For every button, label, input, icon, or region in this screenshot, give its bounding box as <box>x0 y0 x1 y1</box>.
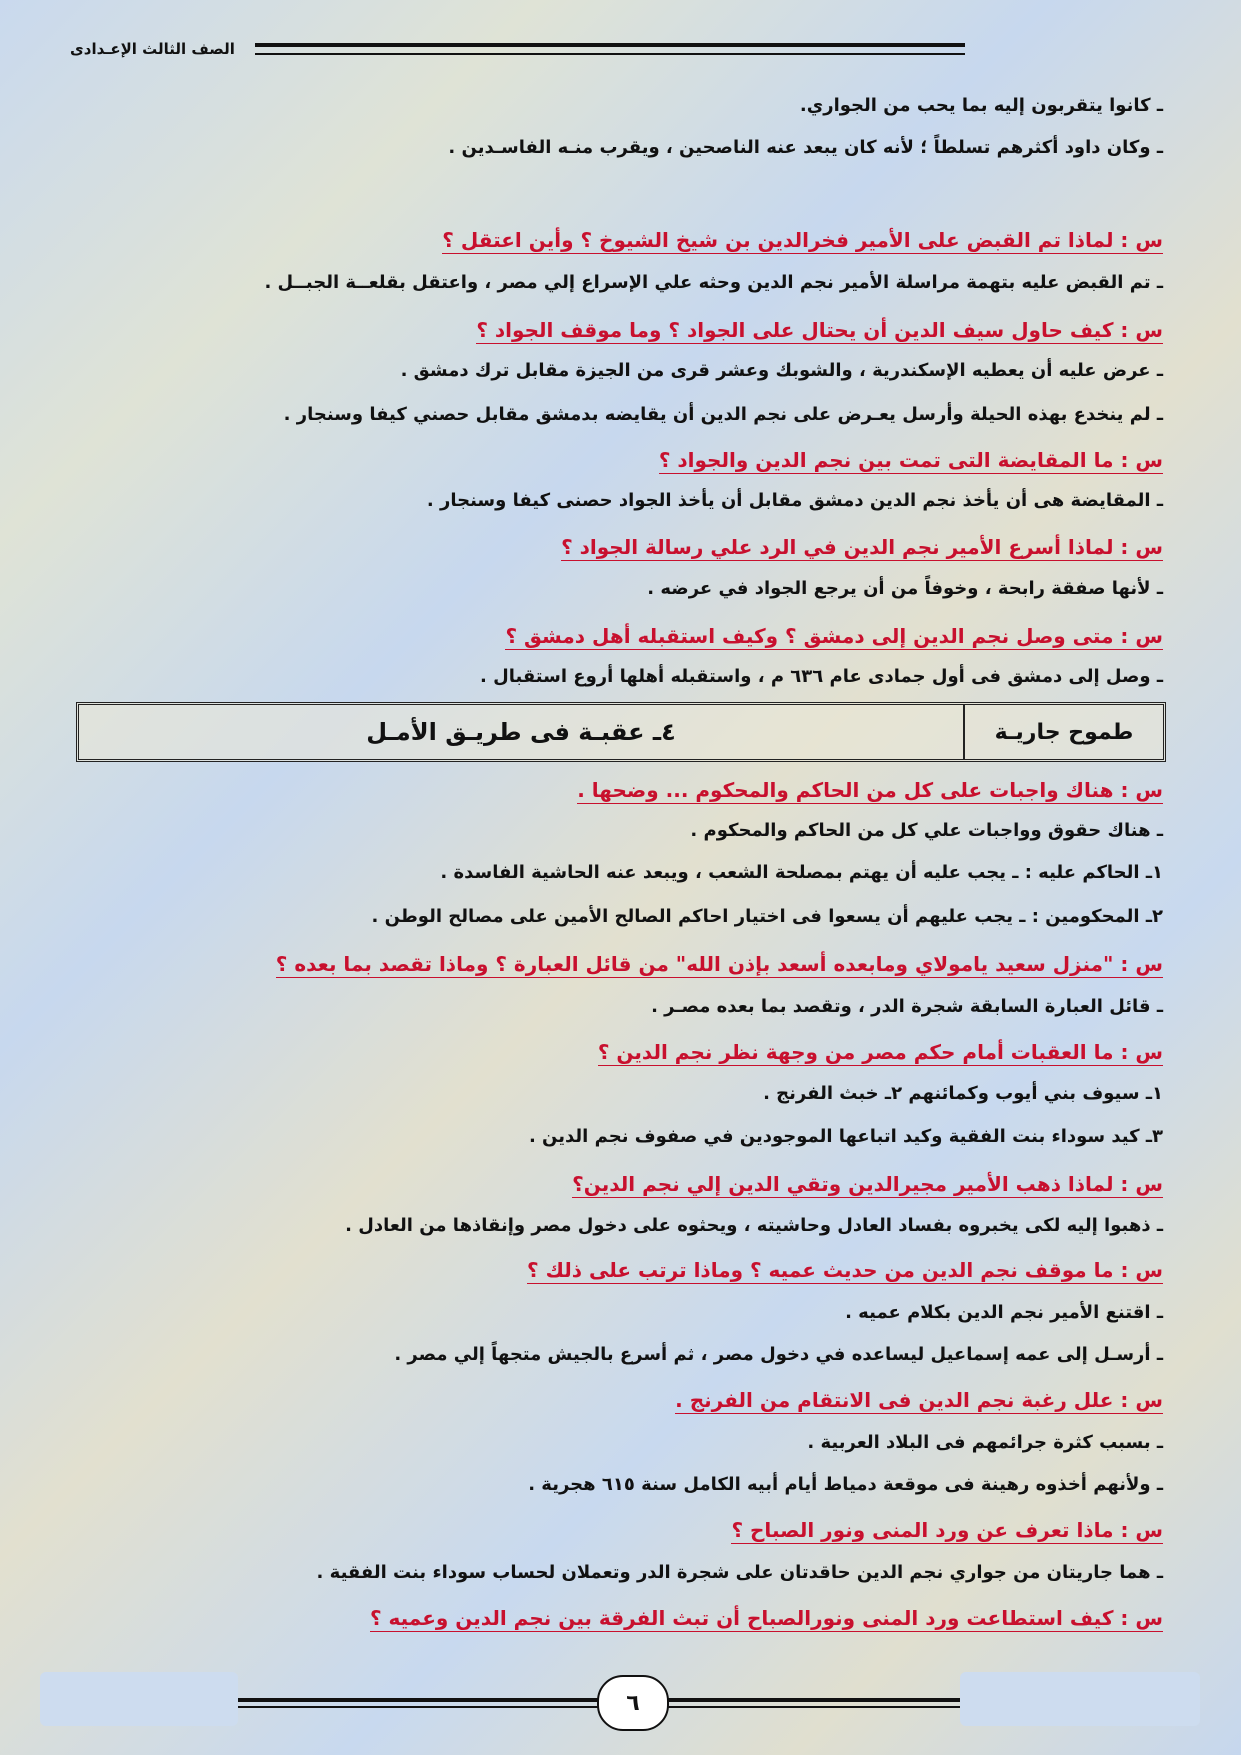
header-title: الصف الثالث الإعـدادى <box>70 40 235 58</box>
answer-line: ـ لأنها صفقة رابحة ، وخوفاً من أن يرجع الجواد في عرضه . <box>647 578 1163 599</box>
text-line <box>572 1172 1163 1196</box>
text-line <box>442 228 1163 252</box>
footer-rule-right <box>664 1698 960 1708</box>
question-line: س : "منزل سعيد يامولاي ومابعده أسعد بإذن الله" من قائل العبارة ؟ وماذا تقصد بما بعده ؟ <box>275 952 1163 976</box>
text-line <box>401 360 1163 381</box>
lesson-label: طموح جاريـة <box>963 705 1163 759</box>
page-number: ٦ <box>597 1675 669 1731</box>
text-line <box>264 272 1163 293</box>
text-line <box>345 1215 1163 1236</box>
question-line: س : كيف استطاعت ورد المنى ونورالصباح أن تبث الفرقة بين نجم الدين وعميه ؟ <box>369 1606 1163 1630</box>
question-line: س : ما المقايضة التى تمت بين نجم الدين والجواد ؟ <box>658 448 1163 472</box>
text-line <box>528 1474 1163 1495</box>
answer-line: ـ وكان داود أكثرهم تسلطاً ؛ لأنه كان يبعد عنه الناصحين ، ويقرب منـه الفاسـدين . <box>448 137 1163 158</box>
text-line <box>561 535 1163 559</box>
text-line <box>690 820 1163 841</box>
answer-line: ـ ولأنهم أخذوه رهينة فى موقعة دمياط أيام أبيه الكامل سنة ٦١٥ هجرية . <box>528 1474 1163 1495</box>
answer-line: ـ قائل العبارة السابقة شجرة الدر ، وتقصد بما بعده مصـر . <box>651 996 1163 1017</box>
text-line <box>480 666 1163 687</box>
text-line <box>659 448 1163 472</box>
text-line <box>427 490 1163 511</box>
text-line <box>505 624 1163 648</box>
answer-line: ـ هما جاريتان من جواري نجم الدين حاقدتان على شجرة الدر وتعملان لحساب سوداء بنت الفقية . <box>316 1562 1163 1583</box>
question-line: س : متى وصل نجم الدين إلى دمشق ؟ وكيف استقبله أهل دمشق ؟ <box>505 624 1163 648</box>
text-line <box>577 778 1163 802</box>
text-line <box>675 1388 1163 1412</box>
header-rule <box>255 43 965 55</box>
answer-line: ١ـ الحاكم عليه : ـ يجب عليه أن يهتم بمصلحة الشعب ، ويبعد عنه الحاشية الفاسدة . <box>440 862 1163 883</box>
text-line <box>440 862 1163 883</box>
text-line <box>284 404 1163 425</box>
question-line: س : لماذا ذهب الأمير مجيرالدين وتقي الدين إلي نجم الدين؟ <box>572 1172 1163 1196</box>
text-line <box>651 996 1163 1017</box>
question-line: س : علل رغبة نجم الدين فى الانتقام من الفرنج . <box>675 1388 1163 1412</box>
footer-rule-left <box>238 1698 598 1708</box>
text-line <box>370 1606 1163 1630</box>
text-line <box>448 137 1163 158</box>
answer-line: ـ بسبب كثرة جرائمهم فى البلاد العربية . <box>807 1432 1163 1453</box>
answer-line: ٣ـ كيد سوداء بنت الفقية وكيد اتباعها الموجودين في صفوف نجم الدين . <box>528 1126 1163 1147</box>
question-line: س : ماذا تعرف عن ورد المنى ونور الصباح ؟ <box>731 1518 1163 1542</box>
footer-box-right <box>960 1672 1200 1726</box>
footer-box-left <box>40 1672 238 1726</box>
text-line <box>394 1344 1163 1365</box>
question-line: س : هناك واجبات على كل من الحاكم والمحكوم ... وضحها . <box>577 778 1163 802</box>
answer-line: ١ـ سيوف بني أيوب وكمائنهم ٢ـ خبث الفرنج . <box>763 1083 1163 1104</box>
lesson-table <box>76 702 1166 762</box>
answer-line: ٢ـ المحكومين : ـ يجب عليهم أن يسعوا فى اختيار احاكم الصالح الأمين على مصالح الوطن . <box>371 906 1163 927</box>
text-line <box>845 1302 1163 1323</box>
question-line: س : لماذا تم القبض على الأمير فخرالدين بن شيخ الشيوخ ؟ وأين اعتقل ؟ <box>442 228 1163 252</box>
text-line <box>527 1258 1163 1282</box>
answer-line: ـ اقتنع الأمير نجم الدين بكلام عميه . <box>845 1302 1163 1323</box>
text-line <box>647 578 1163 599</box>
text-line <box>372 906 1163 927</box>
text-line <box>529 1126 1163 1147</box>
answer-line: ـ عرض عليه أن يعطيه الإسكندرية ، والشوبك وعشر قرى من الجيزة مقابل ترك دمشق . <box>400 360 1163 381</box>
answer-line: ـ هناك حقوق وواجبات علي كل من الحاكم والمحكوم . <box>690 820 1163 841</box>
answer-line: ـ أرسـل إلى عمه إسماعيل ليساعده في دخول مصر ، ثم أسرع بالجيش متجهاً إلي مصر . <box>394 1344 1163 1365</box>
text-line <box>476 318 1163 342</box>
answer-line: ـ تم القبض عليه بتهمة مراسلة الأمير نجم الدين وحثه علي الإسراع إلي مصر ، واعتقل بقلعــة الجبــل . <box>264 272 1163 293</box>
answer-line: ـ لم ينخدع بهذه الحيلة وأرسل يعـرض على نجم الدين أن يقايضه بدمشق مقابل حصني كيفا وسنجار . <box>283 404 1163 425</box>
question-line: س : لماذا أسرع الأمير نجم الدين في الرد علي رسالة الجواد ؟ <box>561 535 1163 559</box>
question-line: س : ما العقبات أمام حكم مصر من وجهة نظر نجم الدين ؟ <box>597 1040 1163 1064</box>
text-line <box>731 1518 1163 1542</box>
text-line <box>276 952 1163 976</box>
text-line <box>598 1040 1163 1064</box>
answer-line: ـ وصل إلى دمشق فى أول جمادى عام ٦٣٦ م ، واستقبله أهلها أروع استقبال . <box>480 666 1163 687</box>
answer-line: ـ المقايضة هى أن يأخذ نجم الدين دمشق مقابل أن يأخذ الجواد حصنى كيفا وسنجار . <box>426 490 1163 511</box>
text-line <box>807 1432 1163 1453</box>
text-line <box>763 1083 1163 1104</box>
question-line: س : كيف حاول سيف الدين أن يحتال على الجواد ؟ وما موقف الجواد ؟ <box>476 318 1163 342</box>
question-line: س : ما موقف نجم الدين من حديث عميه ؟ وماذا ترتب على ذلك ؟ <box>527 1258 1163 1282</box>
text-line <box>800 95 1163 116</box>
answer-line: ـ كانوا يتقربون إليه بما يحب من الجواري. <box>799 95 1163 116</box>
lesson-title: ٤ـ عقبـة فى طريـق الأمـل <box>366 718 676 746</box>
answer-line: ـ ذهبوا إليه لكى يخبروه بفساد العادل وحاشيته ، ويحثوه على دخول مصر وإنقاذها من العادل . <box>345 1215 1163 1236</box>
text-line <box>317 1562 1163 1583</box>
